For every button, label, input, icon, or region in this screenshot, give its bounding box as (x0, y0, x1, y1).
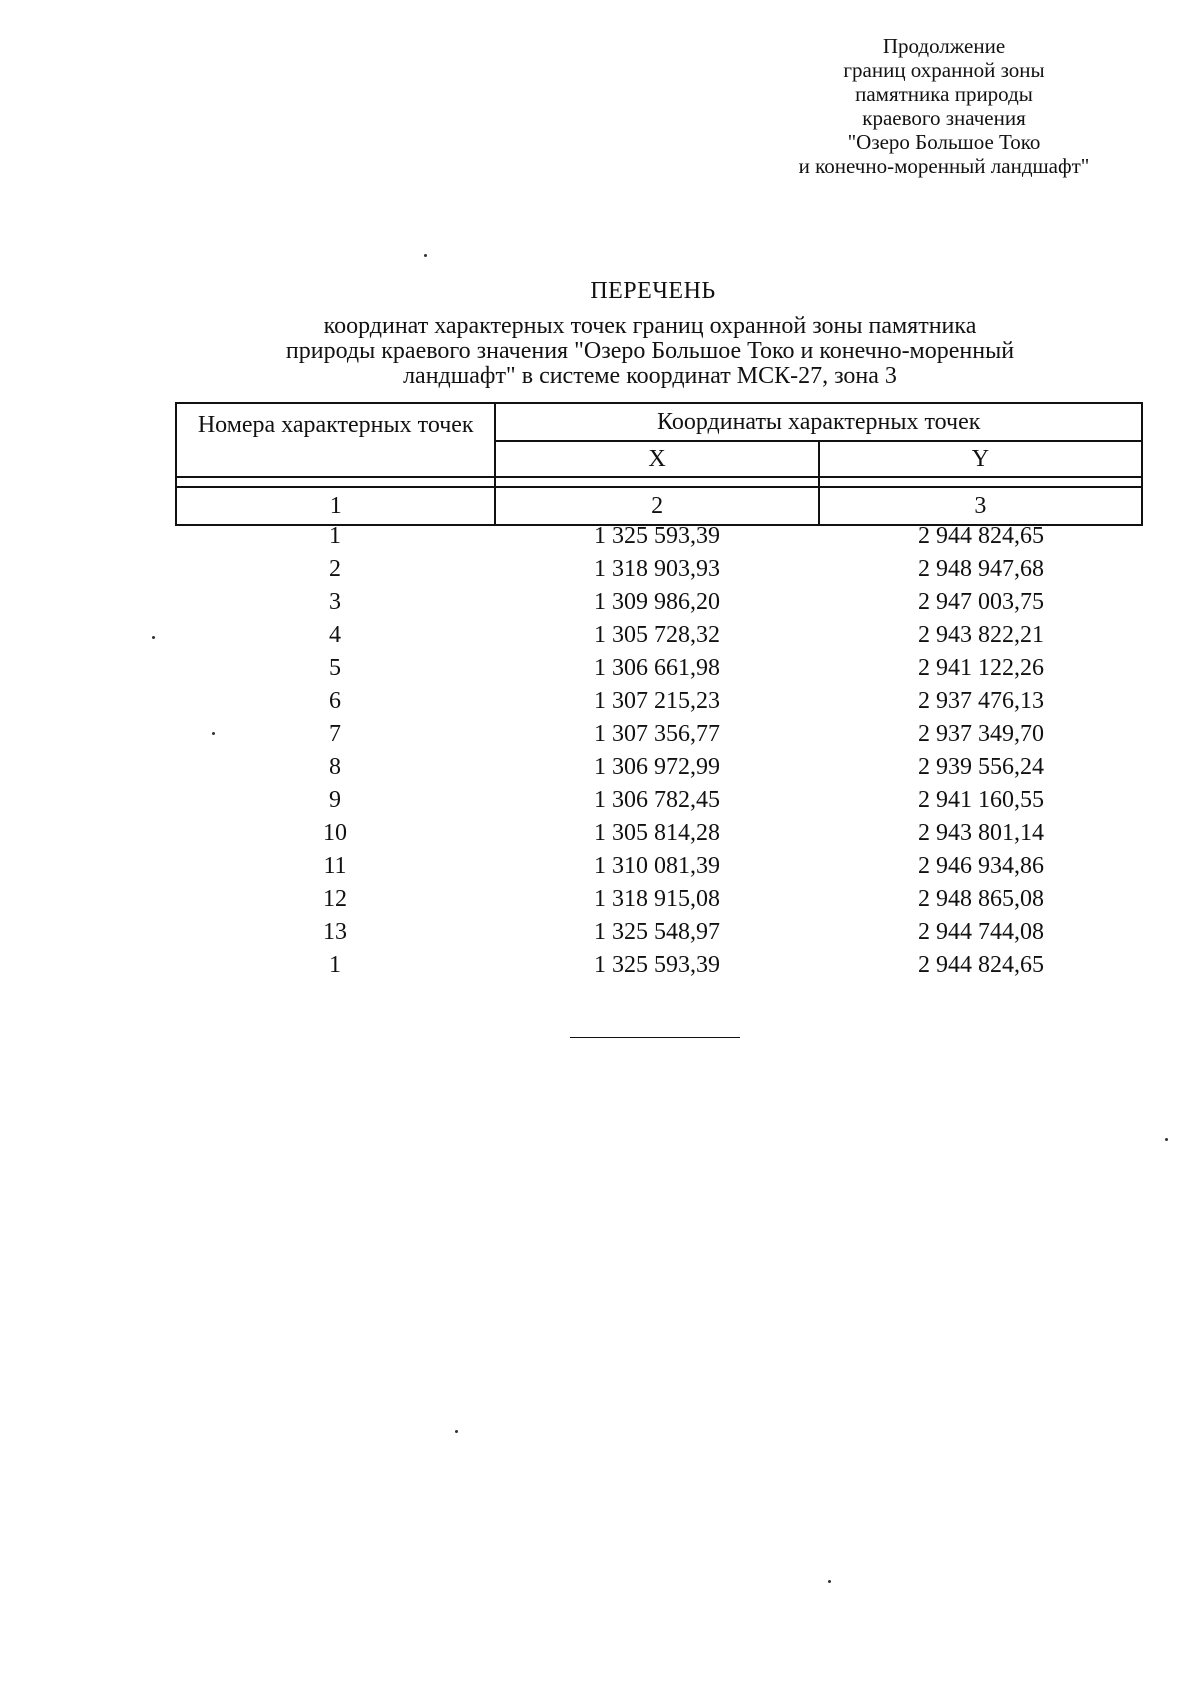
y-coordinate-cell: 2 941 160,55 (918, 787, 1044, 813)
x-coordinate-cell: 1 306 782,45 (594, 787, 720, 813)
coordinates-table-body (175, 520, 1143, 982)
scan-speck (212, 732, 215, 735)
table-row (175, 619, 1143, 652)
document-title: ПЕРЕЧЕНЬ (590, 278, 716, 304)
x-coordinate-cell: 1 310 081,39 (594, 853, 720, 879)
table-row (175, 916, 1143, 949)
point-number-cell: 5 (329, 655, 341, 681)
x-header: X (495, 441, 818, 477)
table-row (175, 553, 1143, 586)
x-coordinate-cell: 1 305 728,32 (594, 622, 720, 648)
y-coordinate-cell: 2 941 122,26 (918, 655, 1044, 681)
x-coordinate-cell: 1 306 661,98 (594, 655, 720, 681)
x-coordinate-cell: 1 307 356,77 (594, 721, 720, 747)
y-coordinate-cell: 2 948 947,68 (918, 556, 1044, 582)
y-header: Y (819, 441, 1142, 477)
coordinates-table-header (175, 402, 1143, 526)
continuation-header (754, 34, 1134, 178)
table-row (175, 817, 1143, 850)
point-number-cell: 4 (329, 622, 341, 648)
x-coordinate-cell: 1 307 215,23 (594, 688, 720, 714)
x-coordinate-cell: 1 305 814,28 (594, 820, 720, 846)
table-gap (495, 477, 818, 487)
coordinates-header: Координаты характерных точек (495, 403, 1142, 441)
x-coordinate-cell: 1 325 593,39 (594, 523, 720, 549)
header-line: краевого значения (862, 106, 1026, 130)
point-number-cell: 2 (329, 556, 341, 582)
point-number-cell: 12 (323, 886, 347, 912)
x-coordinate-cell: 1 325 548,97 (594, 919, 720, 945)
y-coordinate-cell: 2 943 822,21 (918, 622, 1044, 648)
header-line: Продолжение (882, 34, 1006, 58)
y-coordinate-cell: 2 948 865,08 (918, 886, 1044, 912)
y-coordinate-cell: 2 944 824,65 (918, 523, 1044, 549)
x-coordinate-cell: 1 318 915,08 (594, 886, 720, 912)
point-number-cell: 9 (329, 787, 341, 813)
scan-speck (828, 1580, 831, 1583)
column-number: 1 (176, 487, 495, 525)
table-row (175, 586, 1143, 619)
column-number: 3 (819, 487, 1142, 525)
x-coordinate-cell: 1 318 903,93 (594, 556, 720, 582)
table-row (175, 883, 1143, 916)
subtitle-line: природы краевого значения "Озеро Большое Токо и конечно-моренный (285, 338, 1015, 364)
y-coordinate-cell: 2 937 349,70 (918, 721, 1044, 747)
table-row (175, 718, 1143, 751)
point-number-cell: 6 (329, 688, 341, 714)
table-row (175, 685, 1143, 718)
table-row (175, 784, 1143, 817)
table-row (175, 949, 1143, 982)
table-row (175, 652, 1143, 685)
point-number-cell: 10 (323, 820, 347, 846)
end-divider (570, 1037, 740, 1038)
point-number-cell: 3 (329, 589, 341, 615)
header-line: границ охранной зоны (843, 58, 1045, 82)
point-number-cell: 1 (329, 523, 341, 549)
point-number-cell: 11 (323, 853, 347, 879)
x-coordinate-cell: 1 325 593,39 (594, 952, 720, 978)
header-line: памятника природы (855, 82, 1033, 106)
y-coordinate-cell: 2 947 003,75 (918, 589, 1044, 615)
y-coordinate-cell: 2 939 556,24 (918, 754, 1044, 780)
point-numbers-header: Номера характерных точек (176, 403, 495, 477)
point-number-cell: 1 (329, 952, 341, 978)
document-subtitle (200, 314, 1100, 389)
table-row (175, 520, 1143, 553)
y-coordinate-cell: 2 944 744,08 (918, 919, 1044, 945)
y-coordinate-cell: 2 943 801,14 (918, 820, 1044, 846)
subtitle-line: координат характерных точек границ охранной зоны памятника (323, 313, 977, 339)
x-coordinate-cell: 1 309 986,20 (594, 589, 720, 615)
table-row (175, 751, 1143, 784)
point-number-cell: 13 (323, 919, 347, 945)
scan-speck (455, 1430, 458, 1433)
table-gap (176, 477, 495, 487)
scan-speck (424, 254, 427, 257)
subtitle-line: ландшафт" в системе координат МСК-27, зона 3 (403, 363, 897, 389)
point-number-cell: 7 (329, 721, 341, 747)
scan-speck (1165, 1138, 1168, 1141)
header-line: и конечно-моренный ландшафт" (798, 154, 1090, 178)
y-coordinate-cell: 2 946 934,86 (918, 853, 1044, 879)
table-row (175, 850, 1143, 883)
header-line: "Озеро Большое Токо (847, 130, 1041, 154)
y-coordinate-cell: 2 937 476,13 (918, 688, 1044, 714)
column-number: 2 (495, 487, 818, 525)
x-coordinate-cell: 1 306 972,99 (594, 754, 720, 780)
point-number-cell: 8 (329, 754, 341, 780)
scan-speck (152, 636, 155, 639)
table-gap (819, 477, 1142, 487)
y-coordinate-cell: 2 944 824,65 (918, 952, 1044, 978)
